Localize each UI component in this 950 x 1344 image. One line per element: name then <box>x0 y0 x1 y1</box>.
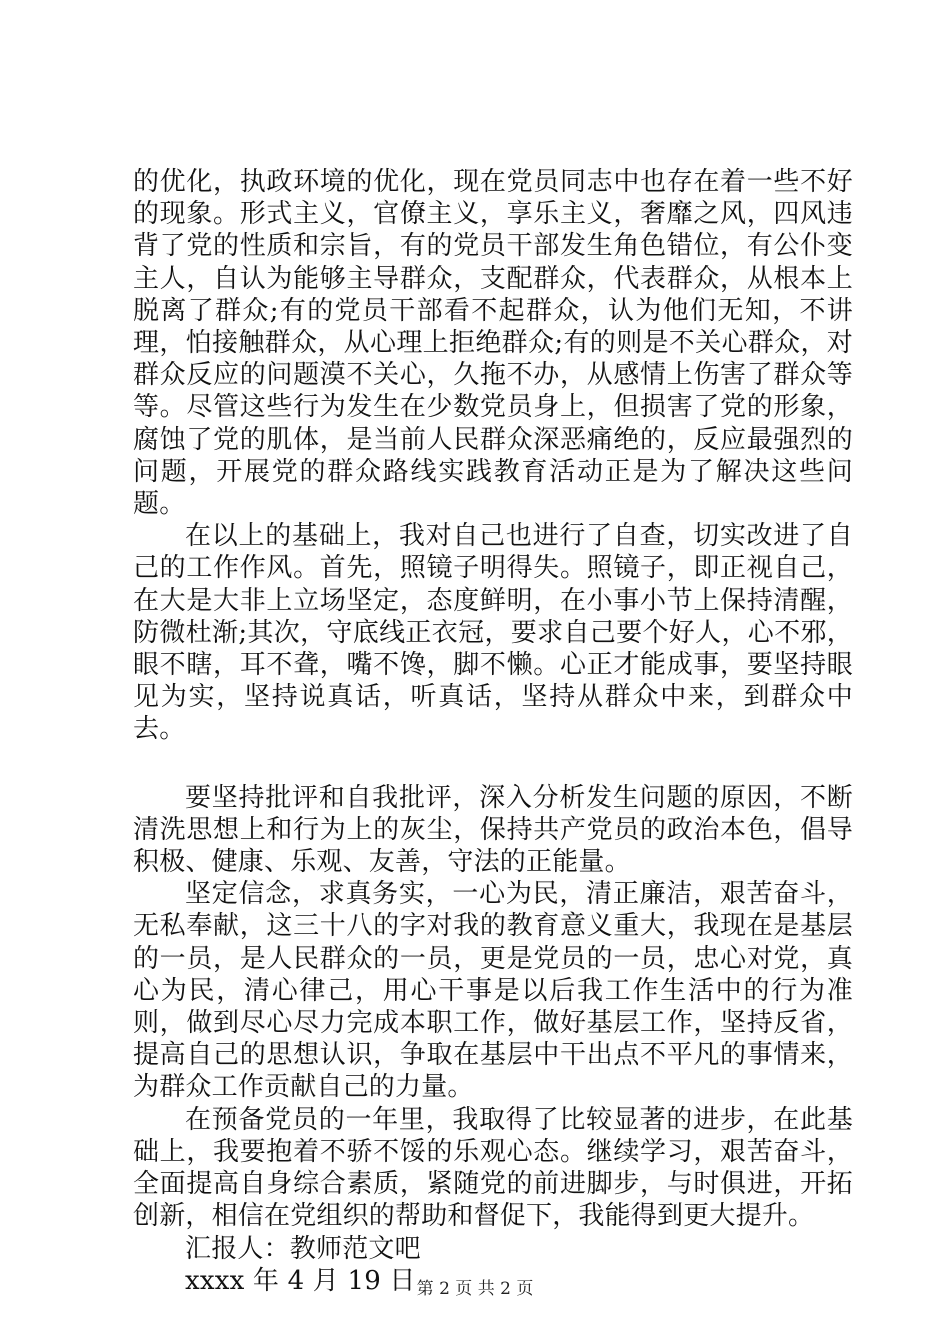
paragraph-3: 要坚持批评和自我批评，深入分析发生问题的原因，不断清洗思想上和行为上的灰尘，保持共产党员的政治本色，倡导积极、健康、乐观、友善，守法的正能量。 <box>133 782 853 878</box>
paragraph-4: 坚定信念，求真务实，一心为民，清正廉洁，艰苦奋斗，无私奉献，这三十八的字对我的教育意义重大，我现在是基层的一员，是人民群众的一员，更是党员的一员，忠心对党，真心为民，清心律己，用心干事是以后我工作生活中的行为准则，做到尽心尽力完成本职工作，做好基层工作，坚持反省，提高自己的思想认识，争取在基层中干出点不平凡的事情来，为群众工作贡献自己的力量。 <box>133 879 853 1103</box>
paragraph-2: 在以上的基础上，我对自己也进行了自查，切实改进了自己的工作作风。首先，照镜子明得失。照镜子，即正视自己，在大是大非上立场坚定，态度鲜明，在小事小节上保持清醒，防微杜渐;其次，守底线正衣冠，要求自己要个好人，心不邪，眼不瞎，耳不聋，嘴不馋，脚不懒。心正才能成事，要坚持眼见为实，坚持说真话，听真话，坚持从群众中来，到群众中去。 <box>133 521 853 745</box>
page-footer: 第 2 页 共 2 页 <box>416 1279 534 1299</box>
paragraph-5: 在预备党员的一年里，我取得了比较显著的进步，在此基础上，我要抱着不骄不馁的乐观心态。继续学习，艰苦奋斗，全面提高自身综合素质，紧随党的前进脚步，与时俱进，开拓创新，相信在党组织的帮助和督促下，我能得到更大提升。 <box>133 1104 853 1232</box>
document-body <box>133 166 853 1297</box>
reporter-line: 汇报人：教师范文吧 <box>185 1233 421 1264</box>
paragraph-1: 的优化，执政环境的优化，现在党员同志中也存在着一些不好的现象。形式主义，官僚主义，享乐主义，奢靡之风，四风违背了党的性质和宗旨，有的党员干部发生角色错位，有公仆变主人，自认为能够主导群众，支配群众，代表群众，从根本上脱离了群众;有的党员干部看不起群众，认为他们无知，不讲理，怕接触群众，从心理上拒绝群众;有的则是不关心群众，对群众反应的问题漠不关心，久拖不办，从感情上伤害了群众等等。尽管这些行为发生在少数党员身上，但损害了党的形象，腐蚀了党的肌体，是当前人民群众深恶痛绝的，反应最强烈的问题，开展党的群众路线实践教育活动正是为了解决这些问题。 <box>133 167 853 520</box>
paragraph-gap <box>133 746 853 782</box>
date-line: xxxx 年 4 月 19 日 <box>185 1265 416 1296</box>
